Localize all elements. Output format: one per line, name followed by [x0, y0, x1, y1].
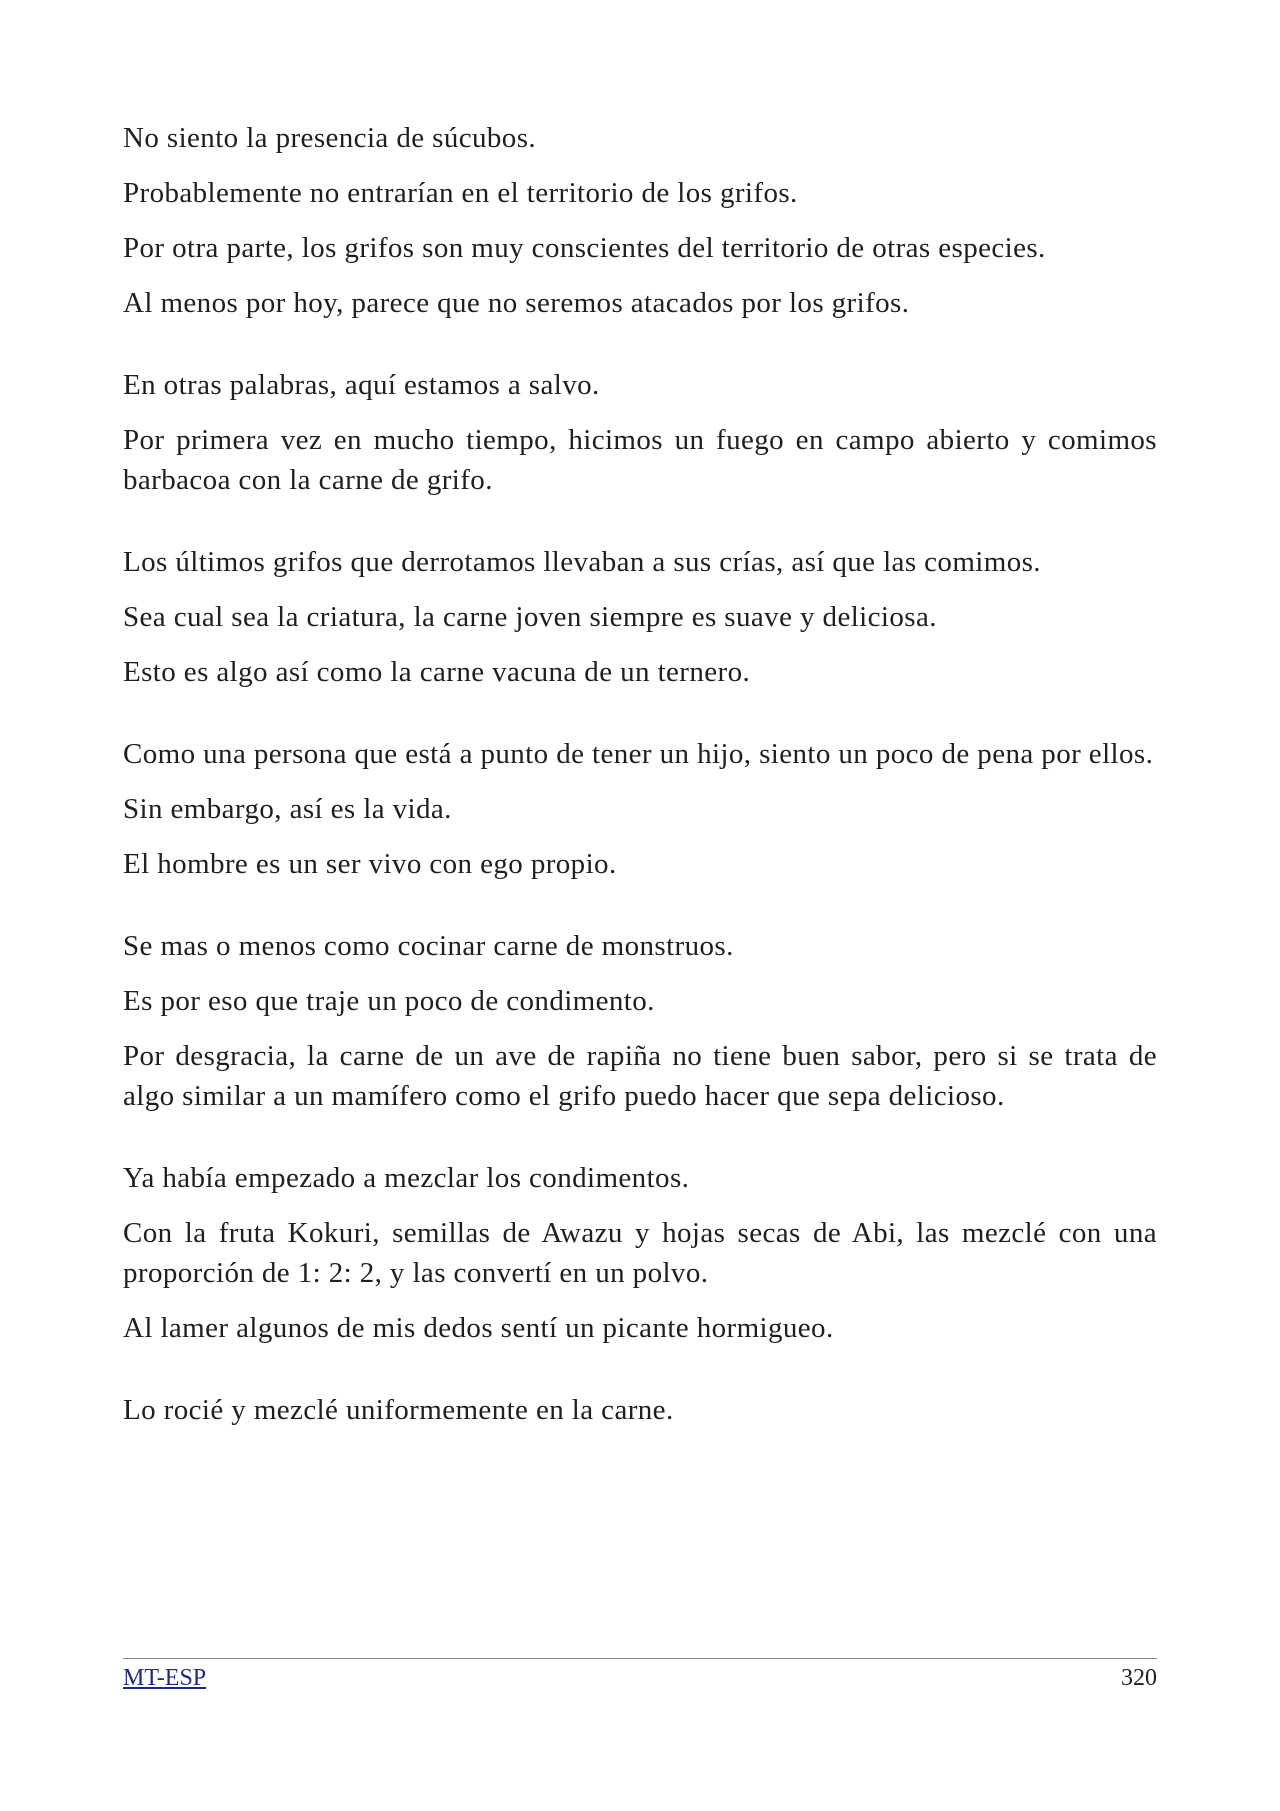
paragraph: Sea cual sea la criatura, la carne joven siempre es suave y deliciosa. [123, 601, 937, 633]
paragraph: Lo rocié y mezclé uniformemente en la carne. [123, 1394, 674, 1426]
paragraph: Sin embargo, así es la vida. [123, 793, 452, 825]
paragraph: No siento la presencia de súcubos. [123, 122, 537, 154]
paragraph: Ya había empezado a mezclar los condimentos. [123, 1162, 690, 1194]
paragraph: Al menos por hoy, parece que no seremos atacados por los grifos. [123, 287, 910, 319]
paragraph: Esto es algo así como la carne vacuna de un ternero. [123, 656, 751, 688]
paragraph: Se mas o menos como cocinar carne de monstruos. [123, 930, 734, 962]
paragraph: Probablemente no entrarían en el territorio de los grifos. [123, 177, 798, 209]
paragraph: Por primera vez en mucho tiempo, hicimos un fuego en campo abierto y comimos barbacoa con la carne de grifo. [123, 424, 1157, 496]
paragraph: Con la fruta Kokuri, semillas de Awazu y hojas secas de Abi, las mezclé con una proporción de 1: 2: 2, y las convertí en un polvo. [123, 1217, 1157, 1289]
page-body [123, 118, 1157, 1445]
paragraph: Los últimos grifos que derrotamos llevaban a sus crías, así que las comimos. [123, 546, 1041, 578]
footer-source-link[interactable]: MT-ESP [123, 1665, 207, 1691]
paragraph: Por otra parte, los grifos son muy conscientes del territorio de otras especies. [123, 232, 1046, 264]
paragraph: El hombre es un ser vivo con ego propio. [123, 848, 617, 880]
page-footer [123, 1658, 1157, 1697]
paragraph: En otras palabras, aquí estamos a salvo. [123, 369, 600, 401]
paragraph: Es por eso que traje un poco de condimento. [123, 985, 655, 1017]
paragraph: Al lamer algunos de mis dedos sentí un picante hormigueo. [123, 1312, 834, 1344]
paragraph: Por desgracia, la carne de un ave de rapiña no tiene buen sabor, pero si se trata de algo similar a un mamífero como el grifo puedo hacer que sepa delicioso. [123, 1040, 1157, 1112]
page-number: 320 [1121, 1665, 1157, 1691]
paragraph: Como una persona que está a punto de tener un hijo, siento un poco de pena por ellos. [123, 738, 1154, 770]
